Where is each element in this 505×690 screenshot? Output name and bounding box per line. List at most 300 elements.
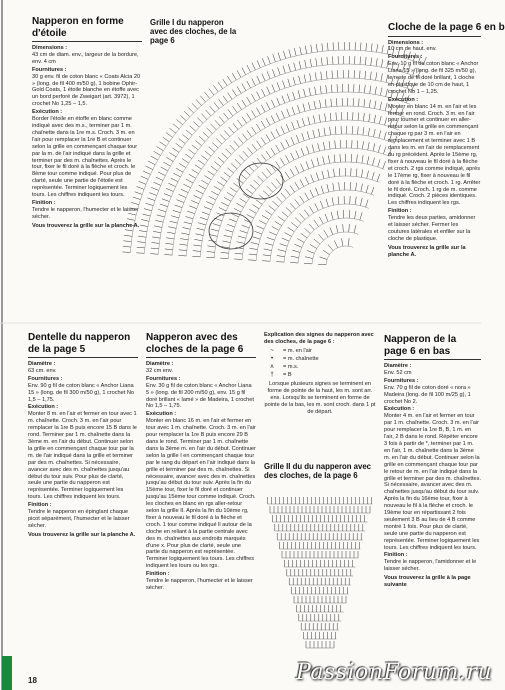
chart-stitch — [189, 174, 196, 178]
chart-stitch — [266, 102, 269, 109]
chart-stitch — [254, 231, 261, 234]
chart-stitch — [332, 56, 333, 64]
chart-stitch — [247, 65, 251, 72]
chart-stitch — [190, 126, 196, 131]
chart-stitch — [204, 207, 211, 210]
gold-doily-title: Napperon de la page 6 en bas — [384, 334, 457, 357]
chart-stitch — [183, 184, 190, 188]
legend-symbol: • — [270, 355, 274, 362]
chart-stitch — [282, 212, 288, 217]
chart-stitch — [217, 182, 224, 186]
chart-stitch — [238, 236, 246, 238]
chart-stitch — [169, 128, 175, 133]
chart-stitch — [363, 113, 364, 121]
chart-stitch — [373, 143, 375, 151]
grid-reference: Vous trouverez la grille sur la planche A. — [28, 531, 136, 538]
chart-stitch — [166, 238, 174, 239]
chart-stitch — [199, 185, 206, 189]
chart-stitch — [304, 75, 306, 83]
chart-stitch — [361, 184, 363, 192]
chart-stitch — [359, 71, 360, 79]
chart-stitch — [242, 134, 247, 140]
chart-stitch — [349, 224, 350, 232]
chart-stitch — [251, 242, 259, 244]
chart-stitch — [326, 85, 327, 93]
chart-stitch — [237, 70, 241, 77]
chart-stitch — [179, 194, 186, 197]
chart-stitch — [201, 155, 207, 160]
chart-stitch — [291, 153, 295, 160]
chart-stitch — [355, 211, 356, 219]
chart-stitch — [272, 69, 275, 76]
lace-article — [28, 332, 138, 622]
chart-stitch — [289, 49, 291, 57]
chart-stitch — [178, 255, 186, 256]
chart-stitch — [223, 96, 228, 102]
chart-stitch — [218, 157, 224, 162]
chart-stitch — [259, 220, 266, 224]
chart-stitch — [252, 78, 256, 85]
chart-stitch — [240, 198, 247, 202]
chart-stitch — [383, 161, 386, 168]
chart-stitch — [264, 249, 272, 251]
chart-stitch — [359, 99, 360, 107]
chart-stitch — [171, 216, 179, 218]
chart-stitch — [336, 112, 337, 120]
chart-stitch — [263, 255, 271, 256]
chart-stitch — [380, 88, 382, 96]
chart-stitch — [278, 67, 281, 75]
chart-stitch — [275, 221, 282, 225]
chart-stitch — [211, 166, 217, 171]
chart-stitch — [313, 130, 315, 138]
chart-stitch — [332, 71, 333, 79]
dimensions-text: 32 cm env. — [146, 367, 173, 374]
chart-stitch — [256, 200, 262, 205]
star-doily-article — [32, 16, 142, 302]
chart-stitch — [224, 131, 229, 137]
chart-stitch — [271, 116, 275, 123]
chart-stitch — [333, 183, 334, 191]
chart-stitch — [153, 182, 160, 185]
chart-stitch — [376, 58, 377, 66]
chart-stitch — [276, 262, 284, 263]
chart-stitch — [369, 114, 370, 122]
chart-stitch — [164, 194, 171, 197]
chart-stitch — [339, 168, 340, 176]
chart-stitch — [146, 166, 153, 170]
gold-doily-article — [384, 334, 481, 644]
chart-stitch — [310, 190, 313, 197]
chart-stitch — [333, 169, 334, 177]
chart-stitch — [250, 184, 256, 189]
chart-stitch — [166, 188, 173, 191]
chart-stitch — [321, 57, 322, 65]
chart-stitch — [246, 189, 252, 194]
chart-stitch — [266, 168, 271, 174]
chart-stitch — [374, 115, 376, 123]
chart-stitch — [162, 199, 170, 202]
chart-stitch — [382, 45, 383, 53]
chart-stitch — [215, 120, 220, 126]
chart-stitch — [249, 254, 257, 255]
chart-stitch — [206, 201, 213, 204]
chart-stitch — [224, 113, 229, 119]
chart-bell-motif — [239, 163, 283, 199]
chart-stitch — [294, 63, 296, 71]
legend-symbol: ʌ — [270, 363, 274, 370]
chart-stitch — [256, 124, 260, 131]
chart-stitch — [314, 101, 316, 109]
chart-stitch — [330, 113, 331, 121]
dimensions-label: Diamètre : — [28, 361, 56, 367]
chart-stitch — [262, 74, 265, 81]
chart-stitch — [367, 171, 369, 179]
chart-stitch — [297, 239, 304, 243]
chart-round — [298, 218, 364, 263]
chart-stitch — [235, 159, 241, 165]
chart-stitch — [342, 238, 343, 246]
chart-stitch — [299, 76, 301, 84]
chart-stitch — [216, 138, 222, 144]
chart-stitch — [179, 244, 187, 245]
legend-symbol: ~ — [270, 347, 274, 354]
chart-stitch — [372, 172, 374, 180]
chart-stitch — [179, 250, 187, 251]
fournitures-label: Fournitures : — [146, 375, 181, 382]
chart-stitch — [242, 225, 249, 228]
chart-stitch — [314, 220, 319, 227]
chart-stitch — [295, 218, 301, 224]
chart-stitch — [290, 203, 295, 209]
chart-stitch — [144, 209, 152, 211]
chart-stitch — [328, 155, 329, 163]
chart-stitch — [180, 239, 188, 240]
chart-stitch — [310, 73, 311, 81]
chart-stitch — [294, 244, 301, 247]
chart-stitch — [187, 211, 195, 214]
chart-stitch — [198, 223, 206, 225]
chart-stitch — [196, 100, 201, 106]
chart-stitch — [224, 197, 231, 201]
chart-round — [256, 176, 379, 260]
chart-stitch — [364, 99, 365, 107]
chart-stitch — [285, 233, 292, 237]
chart-stitch — [171, 178, 178, 182]
chart-stitch — [336, 225, 338, 233]
chart-stitch — [375, 101, 376, 109]
chart-stitch — [278, 53, 280, 61]
chart-stitch — [248, 260, 256, 261]
chart-stitch — [375, 87, 376, 95]
chart-stitch — [315, 203, 319, 210]
legend-row — [264, 356, 376, 363]
legend-block — [264, 332, 376, 452]
chart-stitch — [244, 170, 250, 176]
chart-stitch — [234, 208, 241, 212]
chart-stitch — [271, 148, 275, 155]
chart-stitch — [287, 109, 290, 116]
chart-stitch — [300, 179, 304, 186]
chart-stitch — [261, 154, 266, 160]
finition-text: Tendre les deux parties, amidonner et laisser sécher. Fermer les coutures latérales et enfiler sur la cloche de plastique. — [388, 215, 476, 242]
chart-stitch — [247, 97, 251, 104]
chart-stitch — [153, 231, 161, 232]
chart-stitch — [252, 237, 260, 239]
chart-stitch — [214, 162, 220, 167]
chart-stitch — [210, 235, 218, 237]
legend-text: = m. chaînette — [283, 355, 319, 362]
chart-stitch — [265, 210, 272, 215]
chart-stitch — [227, 192, 234, 196]
chart-stitch — [218, 99, 223, 105]
chart-stitch — [304, 263, 312, 264]
chart-stitch — [370, 72, 371, 80]
fournitures-text: Env. 10 g fil de coton blanc « Anchor Liana 15 » (long. de fil 325 m/50 g), le reste de fil doré brillant, 1 cloche en plastique de 10 cm de haut, 1 crochet No 1 – 1,25. — [388, 61, 479, 95]
chart-stitch — [267, 71, 270, 78]
chart-stitch — [323, 156, 325, 164]
chart-stitch — [227, 224, 235, 227]
chart-stitch — [280, 158, 284, 165]
chart-stitch — [158, 172, 165, 176]
bell-doily-title: Napperon avec des cloches de la page 6 — [146, 332, 244, 355]
execution-text: Monter 4 m. en l'air et fermer en tour par 1 m. chaînette. Croch. 3 m. en l'air pour remplacer la 1re B, B, 1 m. en l'air, 2 B dans le rond. Répéter encore 3 fois à partir de *, terminer par 1 m. en l'air, 1 m. chaînette dans la 3ème m. en l'air du début. Continuer selon la grille en commençant chaque tour par le retour de m. en l'air indiqué dans la grille et terminer par des m. chaînettes. Si nécessaire, avancer avec des m. chaînettes jusqu'au début du tour suiv. Après la fin du 16ème tour, fixer à nouveau le fil à la flèche et croch. le 19ème tour en répartissant 2 fois seulement 3 B au lieu de 4 B comme montré 1 fois. Pour plus de clarté, seule une partie du napperon est représentée. Terminer logiquement les tours. Les chiffres indiquent les tours. — [384, 413, 482, 551]
chart-stitch — [338, 196, 339, 204]
chart-stitch — [202, 180, 209, 184]
chart-stitch — [296, 135, 299, 142]
chart-stitch — [182, 159, 189, 163]
chart-stitch — [315, 72, 316, 80]
chart-round — [144, 64, 420, 253]
chart-stitch — [179, 163, 186, 167]
chart-stitch — [365, 71, 366, 79]
chart-stitch — [204, 175, 211, 179]
chart-stitch — [208, 171, 215, 176]
chart-stitch — [194, 195, 201, 198]
chart-stitch — [179, 139, 185, 144]
chart-stitch — [167, 232, 175, 233]
chart-stitch — [155, 220, 163, 222]
chart-stitch — [368, 142, 369, 150]
legend-symbol: † — [270, 371, 274, 378]
chart-stitch — [201, 114, 207, 120]
chart-stitch — [292, 122, 295, 129]
chart-stitch — [374, 129, 376, 137]
chart-stitch — [262, 261, 270, 262]
chart-two-title: Grille II du du napperon avec des cloches, de la page 6 — [264, 462, 372, 480]
execution-label: Exécution : — [32, 109, 63, 116]
chart-stitch — [363, 127, 364, 135]
chart-stitch — [252, 127, 256, 134]
chart-stitch — [328, 245, 333, 251]
chart-round — [284, 204, 369, 262]
chart-stitch — [303, 104, 305, 112]
chart-stitch — [305, 193, 309, 200]
chart-stitch — [224, 235, 232, 237]
chart-stitch — [207, 128, 213, 134]
legend-note: Lorsque plusieurs signes se terminent en forme de pointe de la haut, les m. sont arr. ens. Lorsqu'ils se terminent en forme de pointe de la bas, les m. sont croch. dans 1 pt de départ. — [264, 381, 376, 416]
chart-stitch — [165, 249, 173, 250]
chart-stitch — [268, 56, 271, 63]
chart-stitch — [325, 99, 326, 107]
chart-stitch — [263, 191, 269, 196]
chart-stitch — [262, 215, 269, 219]
crochet-chart-two — [262, 488, 378, 658]
chart-stitch — [175, 205, 183, 208]
chart-stitch — [169, 153, 176, 157]
dimensions-text: 43 cm de diam. env., largeur de la bordure, env. 4 cm — [32, 51, 139, 65]
chart-stitch — [311, 175, 314, 182]
chart-stitch — [276, 129, 280, 136]
chart-stitch — [311, 45, 312, 53]
finition-text: Tendre le napperon, l'amidonner et le laisser sécher. — [384, 559, 477, 573]
chart-stitch — [362, 141, 363, 149]
chart-stitch — [281, 142, 285, 149]
lace-title: Dentelle du napperon de la page 5 — [28, 332, 131, 355]
chart-stitch — [276, 113, 279, 120]
chart-stitch — [181, 233, 189, 235]
chart-stitch — [237, 203, 244, 207]
chart-stitch — [247, 130, 252, 136]
green-footer-bar — [2, 656, 12, 690]
chart-stitch — [362, 155, 363, 163]
chart-stitch — [237, 86, 241, 93]
chart-stitch — [267, 237, 275, 240]
bell-title: Cloche de la page 6 en b — [388, 22, 505, 33]
title-rule — [146, 357, 256, 358]
chart-stitch — [234, 259, 242, 260]
chart-stitch — [291, 137, 294, 144]
fournitures-label: Fournitures : — [28, 375, 63, 382]
fournitures-text: 30 g env. fil de coton blanc « Coats Alcia 20 » (long. de fil 400 m/50 g), 1 bobine Ophir-Gold Coats, 1 étoile blanche en étoffe avec un bord perforé de Zweigart (art. 3972), 1 crochet No 1,25 – 1,5. — [32, 73, 141, 108]
chart-stitch — [324, 230, 328, 237]
execution-label: Exécution : — [146, 411, 177, 418]
chart-stitch — [220, 258, 228, 259]
chart-stitch — [282, 81, 285, 89]
chart-stitch — [234, 141, 239, 147]
chart-stitch — [151, 248, 159, 249]
chart-stitch — [319, 114, 320, 122]
chart-stitch — [309, 206, 313, 213]
chart-stitch — [262, 89, 265, 96]
chart-stitch — [299, 61, 301, 69]
chart-stitch — [295, 166, 299, 173]
chart-stitch — [311, 159, 313, 167]
chart-stitch — [305, 228, 311, 233]
legend-row — [264, 372, 376, 379]
fournitures-text: Env. 70 g fil de coton doré « nora » Madeira (long. de fil 100 m/25 g), 1 crochet No 2. — [384, 384, 471, 405]
chart-round — [312, 232, 358, 264]
chart-stitch — [211, 229, 219, 231]
chart-stitch — [232, 89, 236, 96]
chart-stitch — [330, 227, 333, 234]
chart-stitch — [277, 82, 280, 89]
chart-stitch — [230, 145, 236, 151]
chart-stitch — [226, 149, 232, 155]
chart-stitch — [315, 87, 316, 95]
chart-stitch — [294, 48, 296, 56]
chart-stitch — [192, 169, 199, 173]
chart-stitch — [206, 257, 214, 258]
chart-stitch — [262, 172, 267, 178]
chart-stitch — [256, 108, 260, 115]
chart-stitch — [186, 130, 192, 135]
legend-list — [264, 348, 376, 379]
chart-stitch — [283, 66, 285, 74]
finition-text: Tendre le napperon, l'humecter et le laisser sécher. — [32, 206, 139, 220]
chart-stitch — [207, 252, 215, 253]
chart-stitch — [359, 85, 360, 93]
chart-stitch — [356, 183, 357, 191]
chart-stitch — [157, 146, 164, 150]
chart-stitch — [322, 43, 323, 51]
chart-stitch — [302, 133, 305, 141]
chart-stitch — [356, 169, 357, 177]
legend-row — [264, 364, 376, 371]
legend-text: = m. en l'air — [283, 347, 312, 354]
chart-stitch — [172, 148, 179, 153]
chart-stitch — [385, 117, 387, 125]
chart-stitch — [286, 124, 289, 131]
chart-stitch — [206, 110, 211, 116]
chart-stitch — [173, 173, 180, 177]
chart-stitch — [193, 251, 201, 252]
chart-stitch — [211, 124, 217, 130]
chart-stitch — [220, 177, 227, 182]
chart-stitch — [257, 60, 260, 67]
chart-stitch — [305, 177, 308, 184]
chart-stitch — [320, 201, 323, 208]
chart-stitch — [300, 214, 305, 220]
chart-stitch — [252, 204, 259, 208]
chart-stitch — [141, 220, 149, 222]
chart-stitch — [247, 148, 252, 154]
execution-text: Monter 8 m. en l'air et fermer en tour avec 1 m. chaînette. Croch. 3 m. en l'air pour remplacer la 1re B puis encore 15 B dans le rond. Terminer par 1 m. chaînette dans la 3ème m. en l'air du début. Continuer selon la grille en commençant chaque tour par la m. de l'air indiqué dans la grille et terminer par des m. chaînettes. Si nécessaire, avancer avec des m. chaînettes jusqu'au début du tour suiv. Pour plus de clarté, seule une partie du napperon est représentée. Terminer logiquement les tours. Les chiffres indiquent les tours. — [28, 411, 137, 501]
chart-stitch — [158, 209, 166, 211]
chart-stitch — [250, 248, 258, 249]
chart-stitch — [327, 184, 329, 192]
chart-stitch — [319, 217, 323, 224]
chart-stitch — [258, 176, 264, 182]
chart-stitch — [272, 85, 275, 92]
chart-stitch — [307, 146, 310, 154]
chart-stitch — [166, 157, 173, 161]
chart-stitch — [330, 127, 331, 135]
chart-stitch — [290, 169, 294, 176]
chart-stitch — [349, 210, 350, 218]
chart-stitch — [337, 211, 338, 219]
chart-stitch — [320, 257, 328, 260]
chart-stitch — [327, 57, 328, 65]
chart-stitch — [196, 190, 203, 194]
dimensions-label: Dimensions : — [32, 45, 68, 51]
chart-stitch — [168, 227, 176, 229]
execution-label: Exécution : — [384, 406, 415, 413]
chart-stitch — [314, 239, 320, 244]
chart-stitch — [207, 246, 215, 247]
chart-stitch — [292, 250, 300, 252]
chart-stitch — [325, 214, 328, 221]
chart-stitch — [173, 124, 179, 129]
chart-stitch — [301, 148, 304, 155]
chart-stitch — [223, 241, 231, 243]
star-doily-title: Napperon en forme d'étoile — [32, 16, 124, 39]
chart-stitch — [307, 250, 314, 253]
chart-stitch — [282, 238, 289, 241]
chart-stitch — [253, 162, 258, 168]
chart-stitch — [298, 90, 300, 98]
chart-stitch — [290, 262, 298, 263]
